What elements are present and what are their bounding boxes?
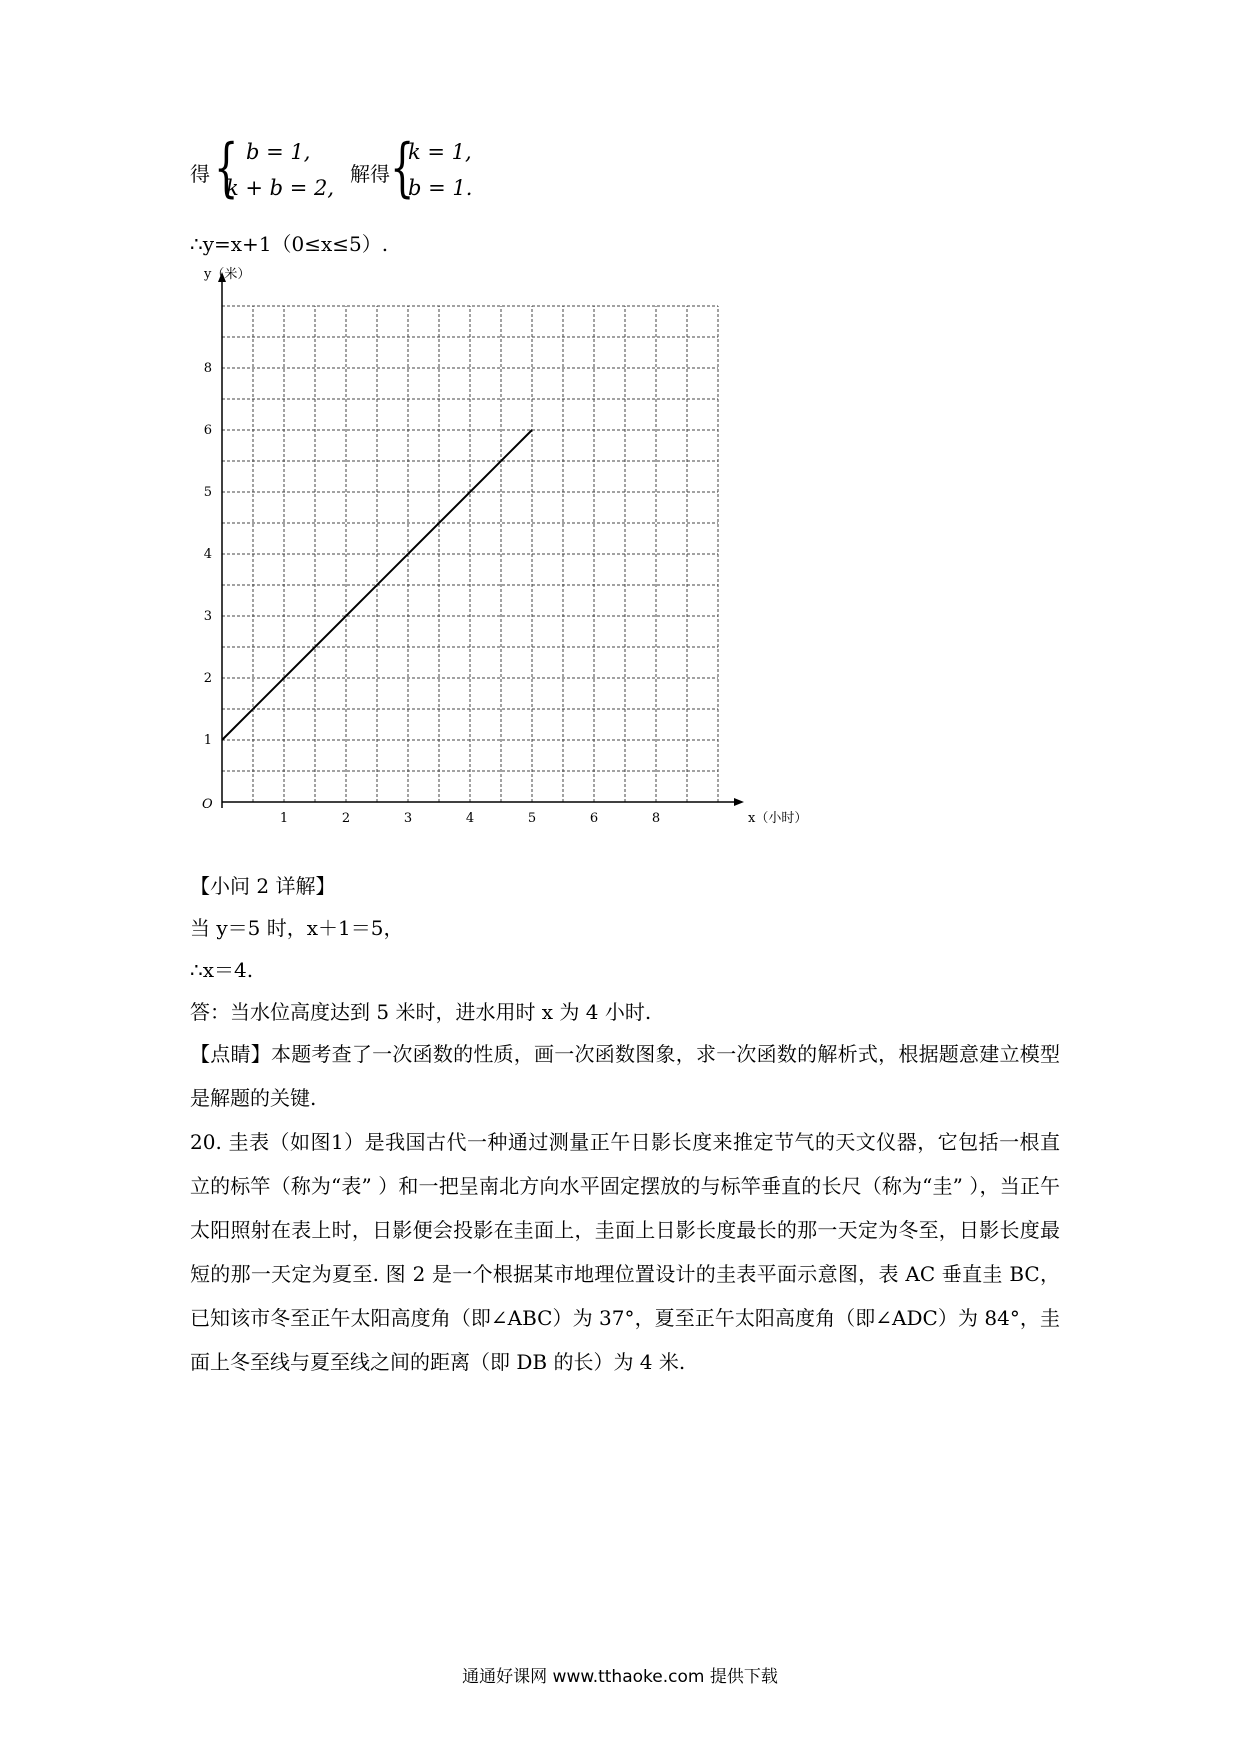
equation-3: k = 1, [408, 140, 472, 164]
comment-paragraph [190, 1032, 1060, 1120]
x-tick-label: 4 [465, 811, 475, 826]
conclusion-line: ∴y=x+1（0≤x≤5）. [190, 232, 389, 256]
x-tick-label: 3 [403, 811, 413, 826]
y-tick-label: 2 [203, 671, 212, 686]
page-footer: 通通好课网 www.tthaoke.com 提供下载 [462, 1667, 778, 1687]
system-mid-text: 解得 [350, 162, 390, 186]
x-axis-arrow [734, 798, 744, 806]
chart-axes [218, 272, 744, 808]
x-tick-label: 5 [527, 811, 537, 826]
system-lead-text: 得 [190, 162, 210, 186]
y-axis-label: y（米） [204, 267, 251, 282]
y-tick-label: 5 [203, 485, 212, 500]
equation-2: k + b = 2, [226, 176, 335, 200]
x-tick-label: 6 [589, 811, 599, 826]
y-tick-label: 8 [203, 361, 212, 376]
x-tick-label: 2 [341, 811, 351, 826]
comment-text: 【点睛】本题考查了一次函数的性质，画一次函数图象，求一次函数的解析式，根据题意建立模型是解题的关键. [190, 1042, 1060, 1110]
y-tick-label: 3 [203, 609, 212, 624]
sub2-line-2: ∴x＝4. [190, 958, 254, 982]
x-tick-label: 8 [651, 811, 661, 826]
equation-1: b = 1, [246, 140, 311, 164]
sub2-line-1: 当 y＝5 时，x＋1＝5， [190, 916, 404, 940]
sub2-heading: 【小问 2 详解】 [190, 874, 336, 898]
x-axis-label: x（小时） [748, 811, 808, 826]
function-graph [180, 250, 808, 840]
chart-grid [222, 306, 718, 802]
question-20-text: 20. 圭表（如图1）是我国古代一种通过测量正午日影长度来推定节气的天文仪器，它包括一根直立的标竿（称为“表” ）和一把呈南北方向水平固定摆放的与标竿垂直的长尺（称为“圭” ），当正午太阳照射在表上时，日影便会投影在圭面上，圭面上日影长度最长的那一天定为冬至，日影长度最短的那一天定为夏至. 图 2 是一个根据某市地理位置设计的圭表平面示意图，表 AC 垂直圭 BC，已知该市冬至正午太阳高度角（即∠ABC）为 37°，夏至正午太阳高度角（即∠ADC）为 84°，圭面上冬至线与夏至线之间的距离（即 DB 的长）为 4 米. [190, 1130, 1060, 1374]
equation-4: b = 1. [408, 176, 473, 200]
y-tick-label: 4 [203, 547, 212, 562]
origin-label: O [202, 797, 213, 812]
x-tick-label: 1 [279, 811, 289, 826]
chart-ticks [204, 361, 660, 826]
left-brace: { [390, 131, 415, 205]
y-tick-label: 6 [203, 423, 212, 438]
question-20 [190, 1120, 1060, 1384]
sub2-answer: 答：当水位高度达到 5 米时，进水用时 x 为 4 小时. [190, 1000, 652, 1024]
left-brace: { [214, 131, 239, 205]
y-tick-label: 1 [203, 733, 212, 748]
